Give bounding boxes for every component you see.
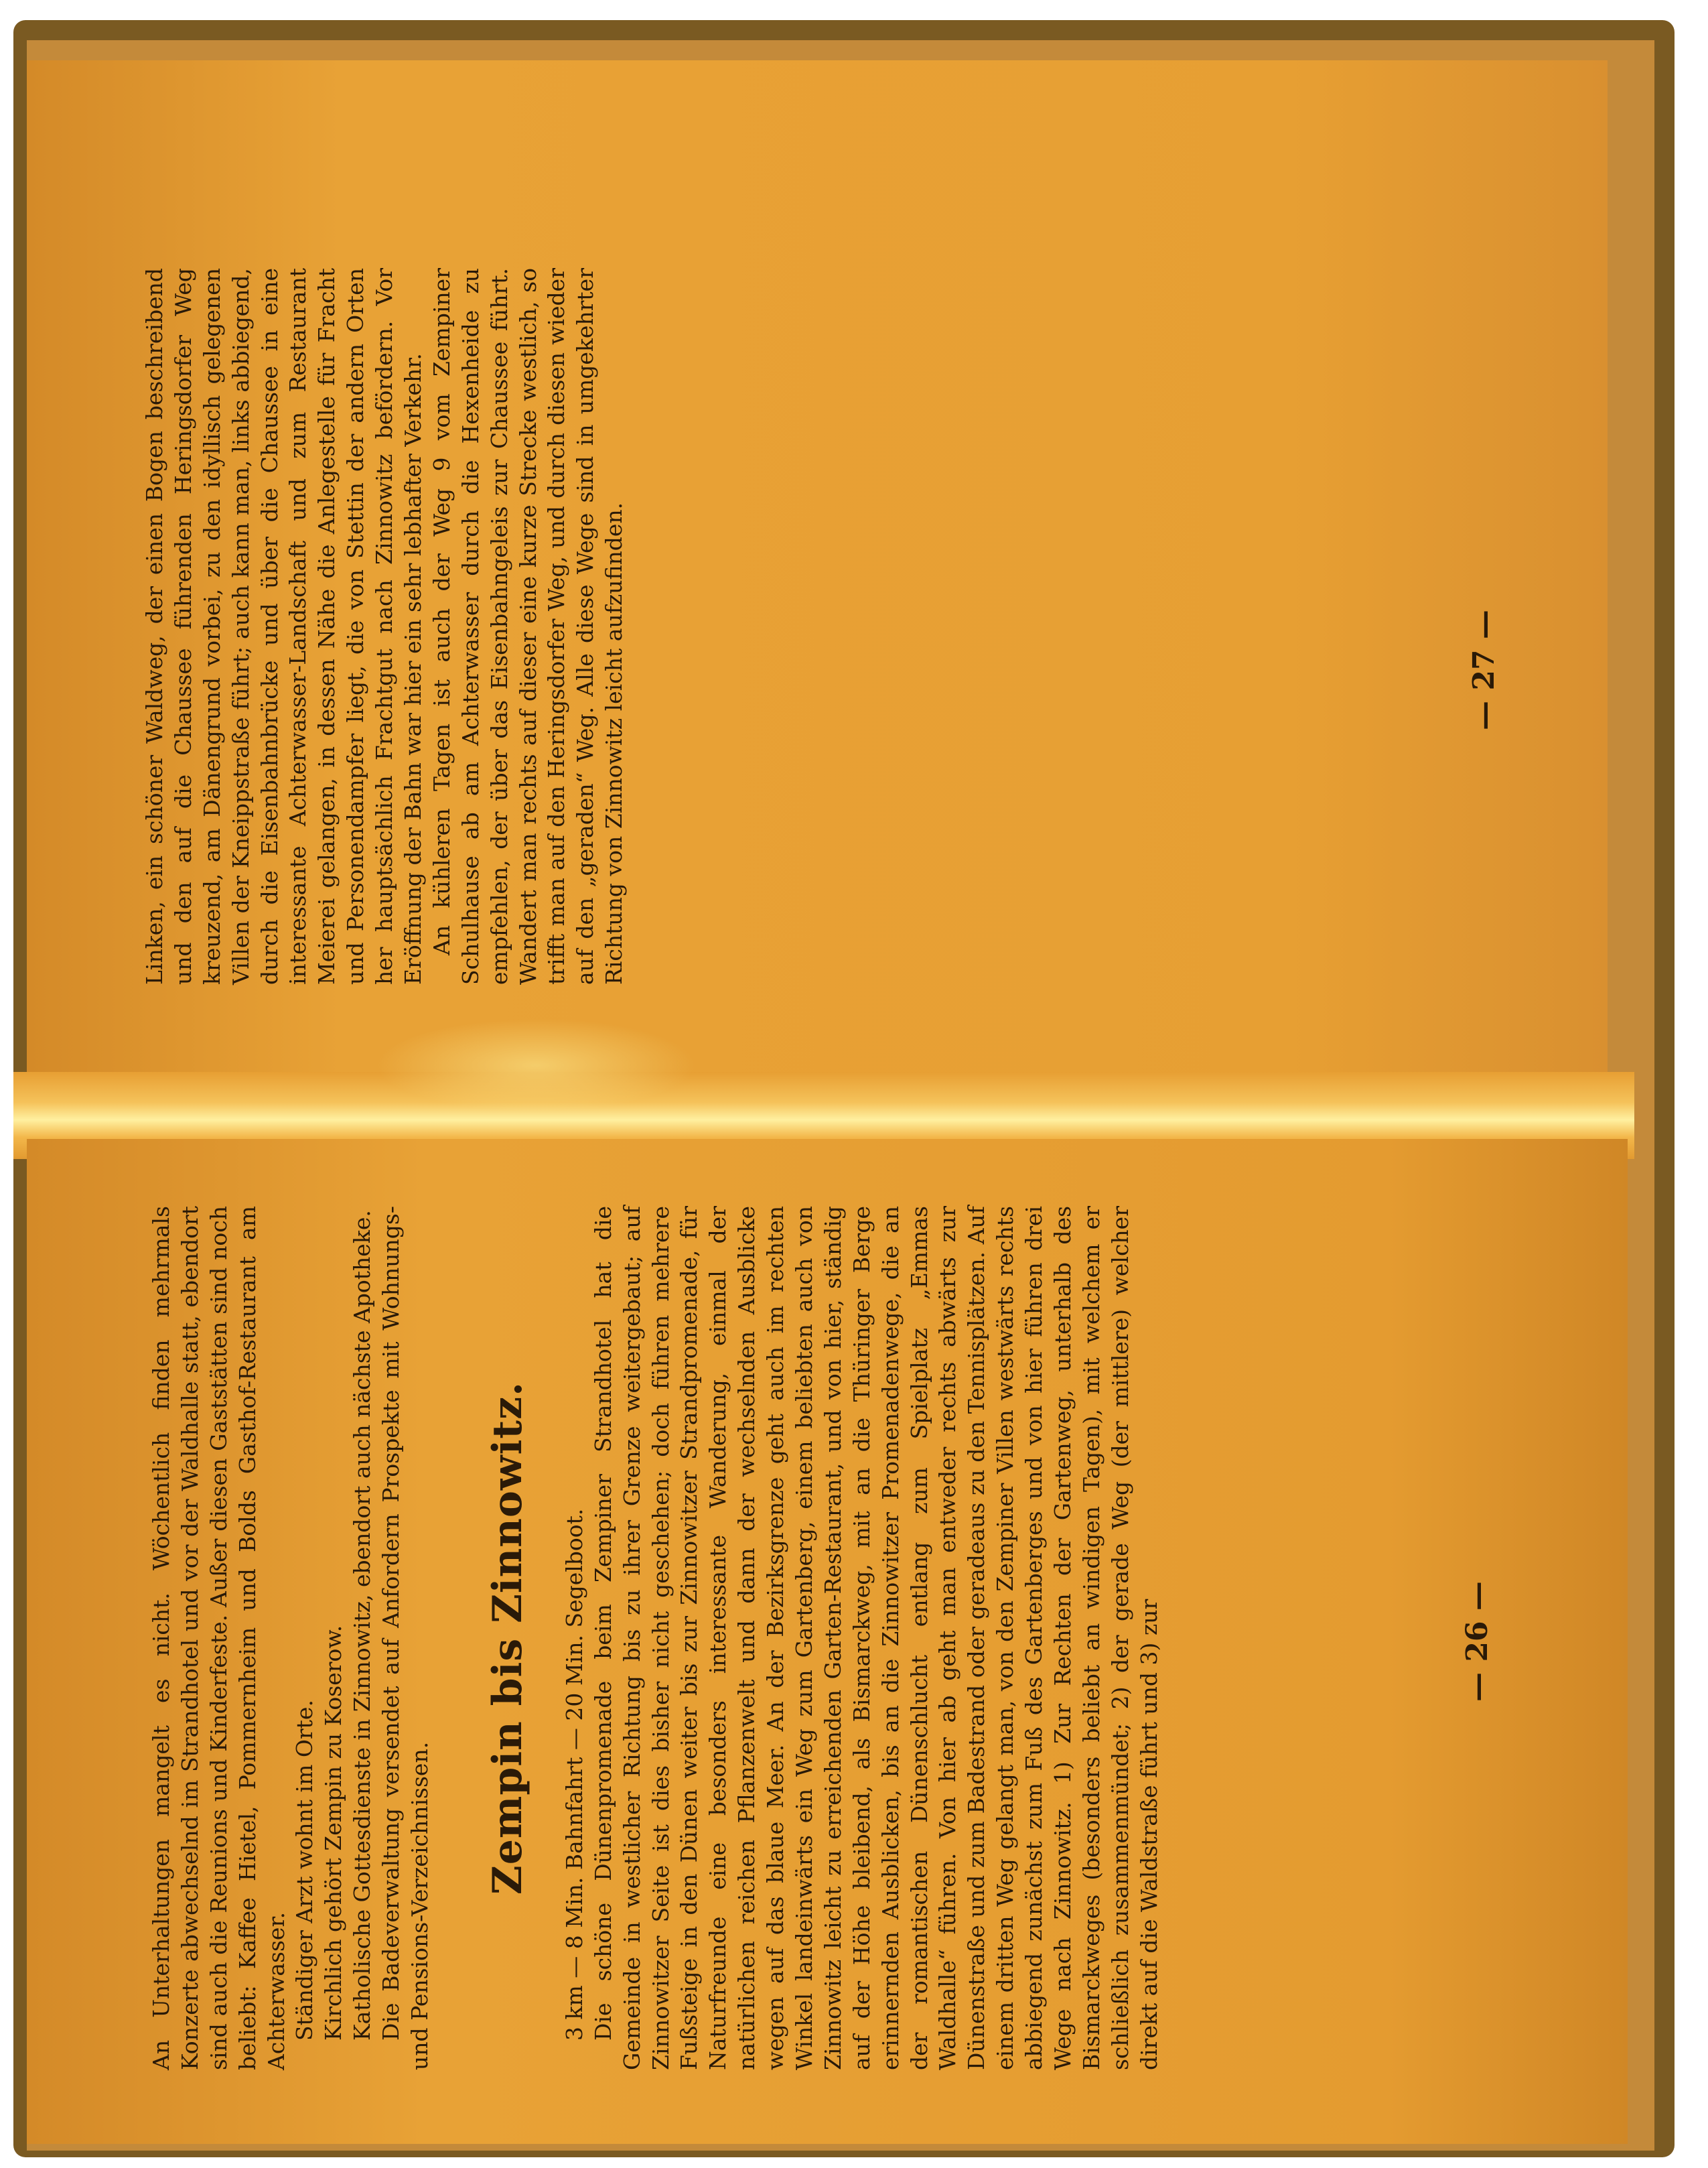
section-heading: Zempin bis Zinnowitz. — [484, 1381, 531, 1895]
paragraph: Ständiger Arzt wohnt im Orte. — [291, 1700, 318, 2041]
paragraph: An Unterhaltungen mangelt es nicht. Wöchentlich finden mehrmals Konzerte abwechselnd im Strandhotel und vor der Waldhalle statt, ebendort sind auch die Reunions und Kinderfeste. Außer diesen Gaststätten sind noch beliebt: Kaffee Hietel, Pommernheim und Bolds Gasthof-Restaurant am Achterwasser. — [148, 1206, 289, 2070]
page-27-text — [141, 268, 629, 985]
distance-line: 3 km — 8 Min. Bahnfahrt — 20 Min. Segelboot. — [561, 1508, 587, 2041]
page-number-26: — 26 — — [1460, 1581, 1494, 1702]
paper-stain — [375, 1018, 697, 1112]
paragraph: Die Badeverwaltung versendet auf Anfordern Prospekte mit Wohnungs- und Pensions-Verzeichnissen. — [378, 1206, 433, 2070]
paragraph: Linken, ein schöner Waldweg, der einen Bogen beschreibend und den auf die Chaussee führenden Heringsdorfer Weg kreuzend, am Dänengrund vorbei, zu den idyllisch gelegenen Villen der Kneippstraße führt; auch kann man, links abbiegend, durch die Eisenbahnbrücke und über die Chaussee in eine interessante Achterwasser-Landschaft und zum Restaurant Meierei gelangen, in dessen Nähe die Anlegestelle für Fracht und Personendampfer liegt, die von Stettin der andern Orten her hauptsächlich Frachtgut nach Zinnowitz befördern. Vor Eröffnung der Bahn war hier ein sehr lebhafter Verkehr. — [141, 268, 427, 985]
paragraph: An kühleren Tagen ist auch der Weg 9 vom Zempiner Schulhause ab am Achterwasser durch die Hexenheide zu empfehlen, der über das Eisenbahngeleis zur Chaussee führt. Wandert man rechts auf dieser eine kurze Strecke westlich, so trifft man auf den Heringsdorfer Weg, und durch diesen wieder auf den „geraden“ Weg. Alle diese Wege sind in umgekehrter Richtung von Zinnowitz leicht aufzufinden. — [428, 268, 628, 985]
paragraph: Kirchlich gehört Zempin zu Koserow. — [320, 1625, 347, 2041]
page-26-text — [147, 1206, 1164, 2070]
paragraph: Katholische Gottesdienste in Zinnowitz, ebendort auch nächste Apotheke. — [349, 1210, 376, 2041]
page-number-27: — 27 — — [1467, 610, 1501, 730]
paragraph: Die schöne Dünenpromenade beim Zempiner Strandhotel hat die Gemeinde in westlicher Richtung bis zu ihrer Grenze weitergebaut; auf Zinnowitzer Seite ist dies bisher nicht geschehen; doch führen mehrere Fußsteige in den Dünen weiter bis zur Zinnowitzer Strandpromenade, für Naturfreunde eine besonders interessante Wanderung, einmal der natürlichen reichen Pflanzenwelt und dann der wechselnden Ausblicke wegen auf das blaue Meer. An der Bezirksgrenze geht auch im rechten Winkel landeinwärts ein Weg zum Gartenberg, einem beliebten auch von Zinnowitz leicht zu erreichenden Garten-Restaurant, und von hier, ständig auf der Höhe bleibend, als Bismarckweg, mit an die Thüringer Berge erinnernden Ausblicken, bis an die Zinnowitzer Promenadenwege, die an der romantischen Dünenschlucht entlang zum Spielplatz „Emmas Waldhalle“ führen. Von hier ab geht man entweder rechts abwärts zur Dünenstraße und zum Badestrand oder geradeaus zu den Tennisplätzen. Auf einem dritten Weg gelangt man, von den Zempiner Villen westwärts rechts abbiegend zunächst zum Fuß des Gartenberges und von hier führen drei Wege nach Zinnowitz. 1) Zur Rechten der Gartenweg, unterhalb des Bismarckweges (besonders beliebt an windigen Tagen), mit welchem er schließlich zusammenmündet; 2) der gerade Weg (der mittlere) welcher direkt auf die Waldstraße führt und 3) zur — [589, 1206, 1162, 2070]
